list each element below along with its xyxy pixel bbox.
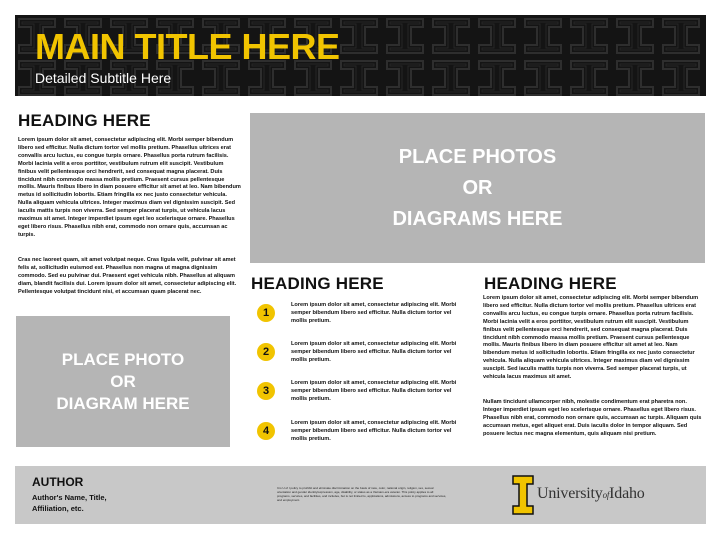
wordmark-of: of <box>602 490 610 500</box>
subtitle: Detailed Subtitle Here <box>35 70 172 86</box>
title-banner <box>15 15 706 96</box>
step-text: Lorem ipsum dolor sit amet, consectetur adipiscing elit. Morbi semper bibendum libero sed efficitur. Nulla dictum tortor vel mollis pretium. <box>291 420 457 442</box>
university-wordmark <box>537 485 645 503</box>
step-text: Lorem ipsum dolor sit amet, consectetur adipiscing elit. Morbi semper bibendum libero sed efficitur. Nulla dictum tortor vel mollis pretium. <box>291 302 457 324</box>
wordmark-university: University <box>537 485 603 502</box>
author-label: AUTHOR <box>32 475 84 489</box>
step-text: Lorem ipsum dolor sit amet, consectetur adipiscing elit. Morbi semper bibendum libero sed efficitur. Nulla dictum tortor vel mollis pretium. <box>291 380 457 402</box>
top-photo-placeholder: PLACE PHOTOS OR DIAGRAMS HERE <box>250 113 705 263</box>
left-heading: HEADING HERE <box>18 111 151 130</box>
middle-heading: HEADING HERE <box>251 274 384 293</box>
left-paragraph-2: Cras nec laoreet quam, sit amet volutpat neque. Cras ligula velit, pulvinar sit amet felis at, sollicitudin euismod est. Phasellus non magna ut magna dignissim commodo. Sed eu pulvinar dui. Praesent eget vehicula nibh. Phasellus at aliquam diam, blandit facilisis dui. Lorem ipsum dolor sit amet, consectetur adipiscing elit. Pellentesque volutpat tincidunt nisi, et accumsan quam placerat nec. <box>18 257 237 295</box>
step-number-badge: 3 <box>257 382 275 400</box>
step-number-badge: 4 <box>257 422 275 440</box>
right-paragraph-2: Nullam tincidunt ullamcorper nibh, molestie condimentum erat pharetra non. Integer imperdiet ipsum eget leo scelerisque ornare. Phasellus eget libero risus. Phasellus nibh erat, commodo non ornare quis, accumsan ac turpis. Aliquam quis accumsan metus, eget aliquet erat. Duis iaculis dolor in tempor aliquam. Sed posuere lectus nec magna elementum, quis aliquam nisi pretium. <box>483 399 702 437</box>
footer <box>15 466 706 524</box>
right-paragraph-1: Lorem ipsum dolor sit amet, consectetur adipiscing elit. Morbi semper bibendum libero sed efficitur. Nulla dictum tortor vel mollis pretium. Phasellus ultrices erat convallis arcu luctus, eu congue turpis ornare. Phasellus porta rutrum facilisis. Morbi lacinia velit a eros porttitor, vestibulum rutrum elit suscipit. Vestibulum finibus velit pellentesque orci hendrerit, sed consequat magna placerat. Duis tincidunt nibh commodo massa mollis pretium. Praesent cursus pellentesque mollis. Mauris finibus libero in diam posuere efficitur sit amet at leo. Nam bibendum metus id sollicitudin lobortis. Etiam fringilla ex nec justo consectetur vehicula. Nulla aliquam vehicula ultrices. Integer maximus diam vel dignissim suscipit. Sed iaculis mattis turpis non viverra. Sed semper placerat turpis, ut vehicula lacus maximus sit amet. <box>483 295 699 381</box>
nondiscrimination-disclaimer: It is U of I policy to prohibit and eliminate discrimination on the basis of race, color, national origin, religion, sex, sexual orientation and gender identity/expression, age, disability, or status as a Vietnam-era veteran. This policy applies to all programs, services, and facilities, and includes, but is not limited to, applications, admissions, access to programs and services, and employment. <box>277 486 447 502</box>
step-number-badge: 2 <box>257 343 275 361</box>
university-i-logo-icon <box>512 475 534 515</box>
left-paragraph-1: Lorem ipsum dolor sit amet, consectetur adipiscing elit. Morbi semper bibendum libero sed efficitur. Nulla dictum tortor vel mollis pretium. Phasellus ultrices erat convallis arcu luctus, eu congue turpis ornare. Phasellus porta rutrum facilisis. Morbi lacinia velit a eros porttitor, vestibulum rutrum elit suscipit. Vestibulum finibus velit pellentesque orci hendrerit, sed consequat magna placerat. Duis tincidunt nibh commodo massa mollis pretium. Praesent cursus pellentesque mollis. Mauris finibus libero in diam posuere efficitur sit amet at leo. Nam bibendum metus id sollicitudin lobortis. Etiam fringilla ex nec justo consectetur vehicula. Nulla aliquam vehicula ultrices. Integer maximus diam vel dignissim suscipit. Sed iaculis mattis turpis non viverra. Sed semper placerat turpis, ut vehicula lacus maximus sit amet. Integer imperdiet ipsum eget leo scelerisque ornare. Phasellus eget libero risus. Phasellus nibh erat, commodo non ornare quis, accumsan ac turpis. <box>18 137 241 238</box>
right-heading: HEADING HERE <box>484 274 617 293</box>
wordmark-idaho: Idaho <box>609 485 645 502</box>
left-photo-placeholder: PLACE PHOTO OR DIAGRAM HERE <box>16 316 230 447</box>
step-text: Lorem ipsum dolor sit amet, consectetur adipiscing elit. Morbi semper bibendum libero sed efficitur. Nulla dictum tortor vel mollis pretium. <box>291 341 457 363</box>
main-title: MAIN TITLE HERE <box>35 26 340 67</box>
step-number-badge: 1 <box>257 304 275 322</box>
author-info: Author's Name, Title, Affiliation, etc. <box>32 493 107 513</box>
